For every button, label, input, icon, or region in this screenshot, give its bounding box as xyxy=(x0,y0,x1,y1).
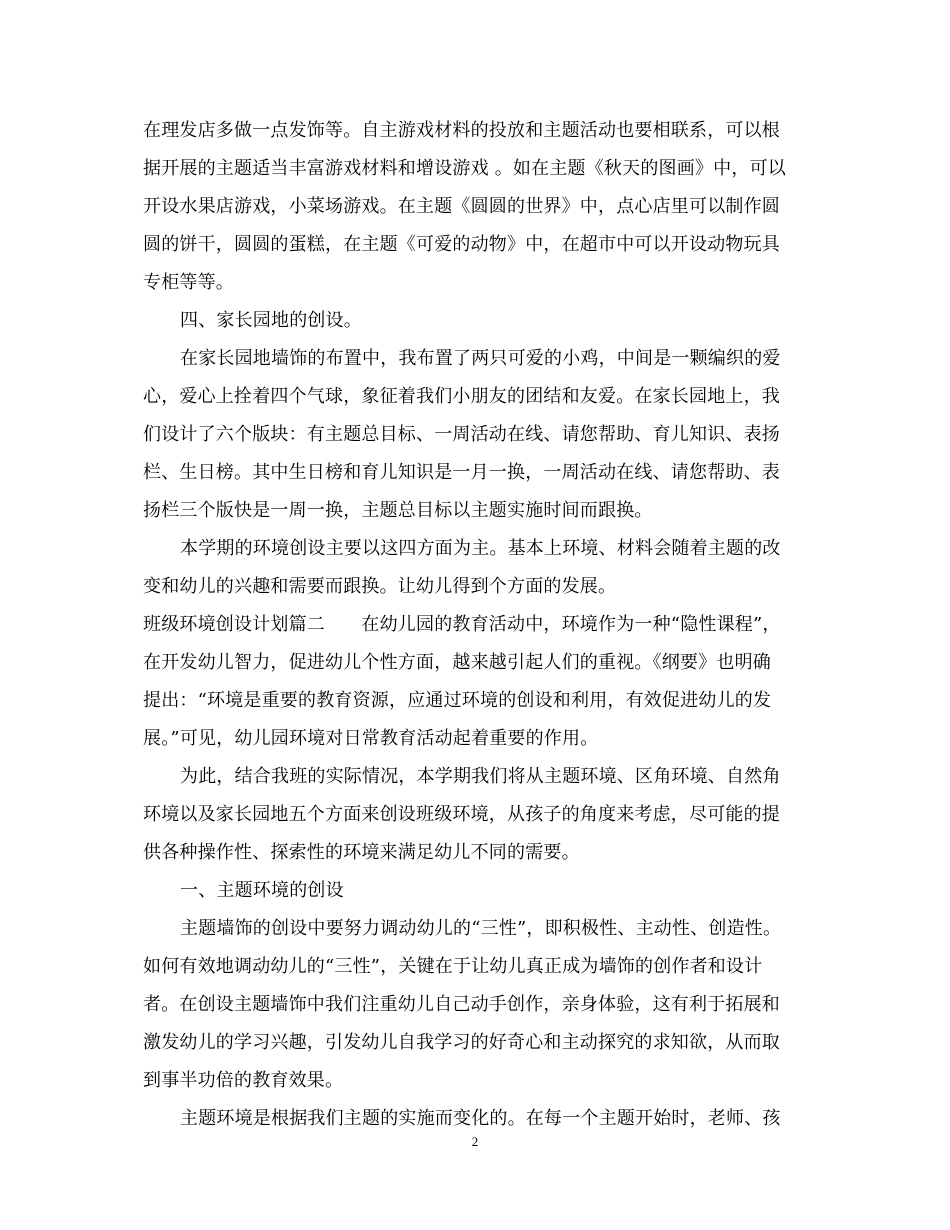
paragraph-line: 心，爱心上拴着四个气球，象征着我们小朋友的团结和友爱。在家长园地上，我 xyxy=(143,386,780,407)
paragraph-line: 开设水果店游戏，小菜场游戏。在主题《圆圆的世界》中，点心店里可以制作圆 xyxy=(143,196,780,217)
paragraph-line: 们设计了六个版块：有主题总目标、一周活动在线、请您帮助、育儿知识、表扬 xyxy=(143,424,780,445)
paragraph-line: 在理发店多做一点发饰等。自主游戏材料的投放和主题活动也要相联系，可以根 xyxy=(143,120,780,141)
section-heading: 一、主题环境的创设 xyxy=(180,880,344,901)
paragraph-line: 扬栏三个版快是一周一换，主题总目标以主题实施时间而跟换。 xyxy=(143,500,653,521)
page-number: 2 xyxy=(471,1134,479,1149)
paragraph-line: 环境以及家长园地五个方面来创设班级环境，从孩子的角度来考虑，尽可能的提 xyxy=(143,804,780,825)
paragraph-line: 在家长园地墙饰的布置中，我布置了两只可爱的小鸡，中间是一颗编织的爱 xyxy=(180,348,781,369)
paragraph-line: 主题环境是根据我们主题的实施而变化的。在每一个主题开始时，老师、孩 xyxy=(180,1108,781,1129)
paragraph-line: 者。在创设主题墙饰中我们注重幼儿自己动手创作，亲身体验，这有利于拓展和 xyxy=(143,994,780,1015)
paragraph-line: 专柜等等。 xyxy=(143,272,234,293)
paragraph-line: 激发幼儿的学习兴趣，引发幼儿自我学习的好奇心和主动探究的求知欲，从而取 xyxy=(143,1032,780,1053)
paragraph-line: 在开发幼儿智力，促进幼儿个性方面，越来越引起人们的重视。《纲要》也明确 xyxy=(143,652,771,673)
section-heading: 四、家长园地的创设。 xyxy=(180,310,362,331)
paragraph-line: 为此，结合我班的实际情况，本学期我们将从主题环境、区角环境、自然角 xyxy=(180,766,781,787)
paragraph-line: 供各种操作性、探索性的环境来满足幼儿不同的需要。 xyxy=(143,842,580,863)
paragraph-line: 变和幼儿的兴趣和需要而跟换。让幼儿得到个方面的发展。 xyxy=(143,576,617,597)
paragraph-line: 本学期的环境创设主要以这四方面为主。基本上环境、材料会随着主题的改 xyxy=(180,538,781,559)
paragraph-line: 主题墙饰的创设中要努力调动幼儿的“三性”，即积极性、主动性、创造性。 xyxy=(180,918,782,939)
paragraph-line: 展。”可见，幼儿园环境对日常教育活动起着重要的作用。 xyxy=(143,728,599,749)
paragraph-line: 提出：“环境是重要的教育资源，应通过环境的创设和利用，有效促进幼儿的发 xyxy=(143,690,772,711)
paragraph-line: 如何有效地调动幼儿的“三性”，关键在于让幼儿真正成为墙饰的创作者和设计 xyxy=(143,956,763,977)
paragraph-line: 到事半功倍的教育效果。 xyxy=(143,1070,344,1091)
paragraph-line: 班级环境创设计划篇二 在幼儿园的教育活动中，环境作为一种“隐性课程”， xyxy=(143,614,781,635)
paragraph-line: 栏、生日榜。其中生日榜和育儿知识是一月一换，一周活动在线、请您帮助、表 xyxy=(143,462,780,483)
paragraph-line: 据开展的主题适当丰富游戏材料和增设游戏 。如在主题《秋天的图画》中，可以 xyxy=(143,158,786,179)
paragraph-line: 圆的饼干，圆圆的蛋糕，在主题《可爱的动物》中，在超市中可以开设动物玩具 xyxy=(143,234,780,255)
